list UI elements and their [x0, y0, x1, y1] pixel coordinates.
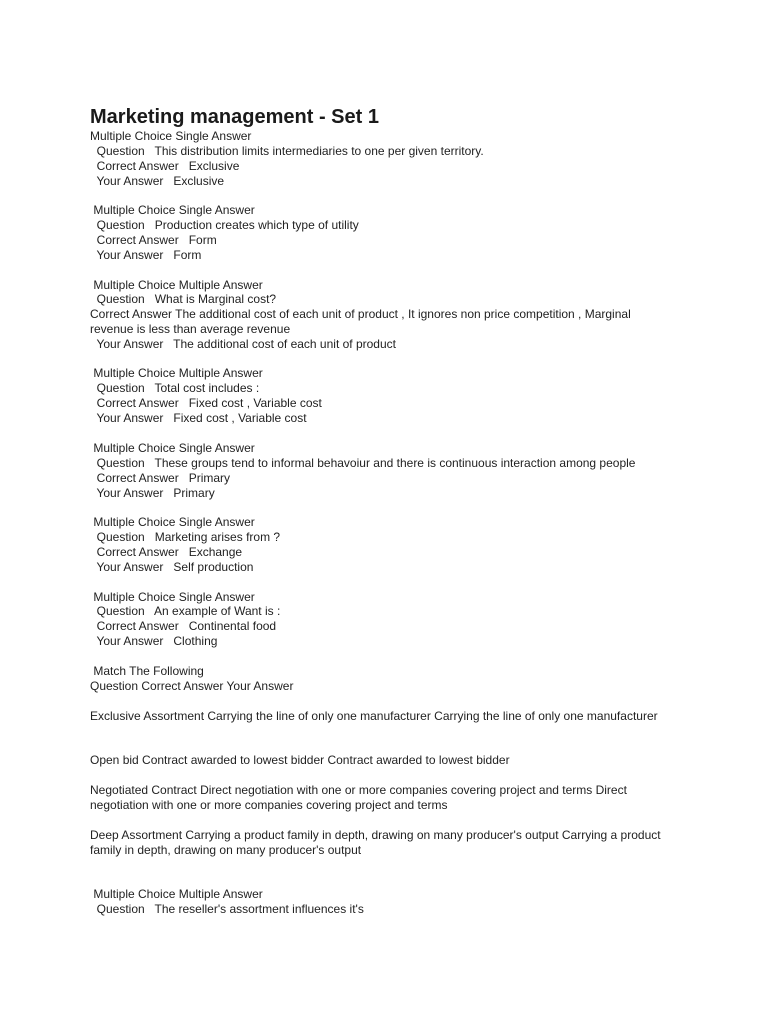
question-text: Question What is Marginal cost?	[90, 292, 277, 306]
question-type-label: Multiple Choice Single Answer	[90, 590, 255, 604]
page-title: Marketing management - Set 1	[90, 106, 379, 128]
question-text: Question This distribution limits intermediaries to one per given territory.	[90, 144, 484, 158]
question-type-label: Multiple Choice Multiple Answer	[90, 366, 263, 380]
match-row: Deep Assortment Carrying a product family in depth, drawing on many producer's output Carrying a product family in depth, drawing on many producer's output	[90, 828, 661, 857]
correct-answer-text: Correct Answer The additional cost of each unit of product , It ignores non price competition , Marginal revenue is less than average revenue	[90, 307, 631, 336]
your-answer-text: Your Answer Primary	[90, 486, 215, 500]
match-row: Negotiated Contract Direct negotiation with one or more companies covering project and terms Direct negotiation with one or more companies covering project and terms	[90, 783, 627, 812]
question-text: Question These groups tend to informal behavoiur and there is continuous interaction among people	[90, 456, 636, 470]
your-answer-text: Your Answer The additional cost of each unit of product	[90, 337, 396, 351]
question-type-label: Multiple Choice Single Answer	[90, 203, 255, 217]
question-type-label: Multiple Choice Single Answer	[90, 129, 252, 143]
match-header-row: Question Correct Answer Your Answer	[90, 679, 294, 693]
your-answer-text: Your Answer Exclusive	[90, 174, 225, 188]
question-text: Question An example of Want is :	[90, 604, 281, 618]
your-answer-text: Your Answer Clothing	[90, 634, 218, 648]
correct-answer-text: Correct Answer Exclusive	[90, 159, 240, 173]
match-row: Open bid Contract awarded to lowest bidder Contract awarded to lowest bidder	[90, 753, 510, 767]
question-text: Question Marketing arises from ?	[90, 530, 281, 544]
correct-answer-text: Correct Answer Form	[90, 233, 217, 247]
your-answer-text: Your Answer Form	[90, 248, 202, 262]
question-type-label: Multiple Choice Multiple Answer	[90, 278, 263, 292]
correct-answer-text: Correct Answer Exchange	[90, 545, 243, 559]
correct-answer-text: Correct Answer Primary	[90, 471, 231, 485]
question-type-label: Multiple Choice Single Answer	[90, 441, 255, 455]
match-row: Exclusive Assortment Carrying the line of only one manufacturer Carrying the line of only one manufacturer	[90, 709, 658, 723]
question-type-label: Match The Following	[90, 664, 204, 678]
question-type-label: Multiple Choice Single Answer	[90, 515, 255, 529]
your-answer-text: Your Answer Self production	[90, 560, 254, 574]
question-text: Question The reseller's assortment influences it's	[90, 902, 364, 916]
your-answer-text: Your Answer Fixed cost , Variable cost	[90, 411, 307, 425]
question-text: Question Total cost includes :	[90, 381, 260, 395]
question-text: Question Production creates which type of utility	[90, 218, 359, 232]
question-type-label: Multiple Choice Multiple Answer	[90, 887, 263, 901]
correct-answer-text: Correct Answer Fixed cost , Variable cost	[90, 396, 322, 410]
correct-answer-text: Correct Answer Continental food	[90, 619, 277, 633]
